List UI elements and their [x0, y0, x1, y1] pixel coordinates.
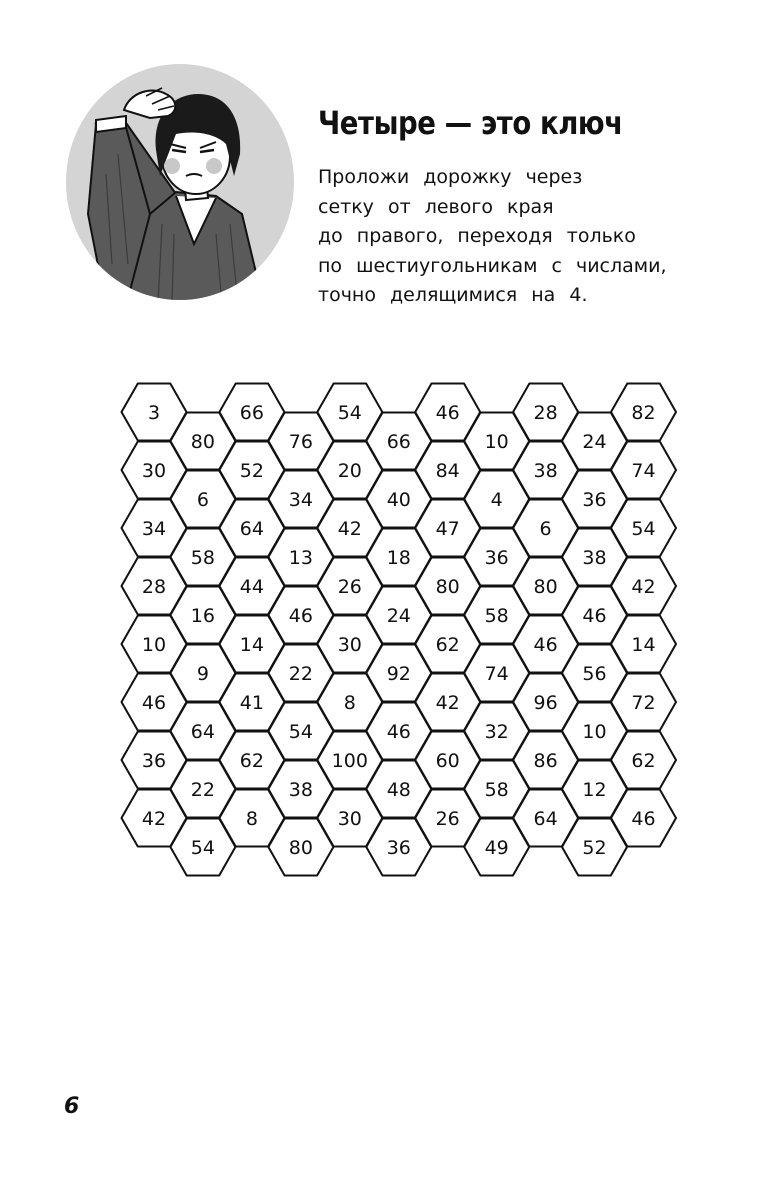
- hex-number: 41: [239, 692, 264, 714]
- hex-number: 46: [288, 605, 313, 627]
- girl-scratching-head-icon: [66, 64, 294, 306]
- hex-number: 8: [343, 692, 356, 714]
- hex-number: 80: [435, 576, 460, 598]
- hex-number: 64: [190, 721, 215, 743]
- hex-number: 26: [337, 576, 362, 598]
- hex-number: 66: [386, 431, 411, 453]
- hex-number: 74: [631, 460, 656, 482]
- hex-number: 46: [533, 634, 558, 656]
- hex-number: 13: [288, 547, 313, 569]
- hex-number: 49: [484, 837, 509, 859]
- instructions-text: [318, 163, 678, 311]
- hex-number: 10: [484, 431, 509, 453]
- hex-number: 6: [196, 489, 209, 511]
- hex-number: 62: [239, 750, 264, 772]
- hex-number: 36: [386, 837, 411, 859]
- hex-number: 92: [386, 663, 411, 685]
- hex-number: 34: [288, 489, 313, 511]
- hex-number: 30: [337, 808, 362, 830]
- hex-number: 34: [141, 518, 167, 540]
- hex-number: 48: [386, 779, 411, 801]
- hex-number: 4: [490, 489, 503, 511]
- hex-number: 96: [533, 692, 558, 714]
- hex-number: 38: [582, 547, 607, 569]
- hex-number: 66: [239, 402, 264, 424]
- hex-number: 18: [386, 547, 411, 569]
- hex-number: 54: [631, 518, 656, 540]
- hex-number: 38: [288, 779, 313, 801]
- page-number: 6: [64, 1094, 80, 1119]
- hex-number: 28: [141, 576, 167, 598]
- hex-number: 6: [539, 518, 552, 540]
- hex-number: 3: [147, 402, 161, 424]
- hex-number: 42: [631, 576, 656, 598]
- hex-number: 22: [190, 779, 215, 801]
- hex-number: 36: [484, 547, 509, 569]
- hex-number: 76: [288, 431, 313, 453]
- hex-number: 56: [582, 663, 607, 685]
- hex-number: 36: [141, 750, 167, 772]
- hex-number: 58: [484, 779, 509, 801]
- hex-number: 8: [245, 808, 258, 830]
- hex-number: 82: [631, 402, 656, 424]
- page-title: Четыре — это ключ: [318, 104, 623, 142]
- hex-number: 26: [435, 808, 460, 830]
- instruction-line: точно делящимися на 4.: [318, 284, 588, 306]
- hex-number: 64: [239, 518, 264, 540]
- instruction-line: Проложи дорожку через: [318, 166, 583, 188]
- hex-number: 40: [386, 489, 411, 511]
- hex-number: 42: [435, 692, 460, 714]
- hex-number: 72: [631, 692, 656, 714]
- hex-number: 42: [141, 808, 167, 830]
- hex-number: 46: [631, 808, 656, 830]
- hex-number: 86: [533, 750, 558, 772]
- hex-number: 24: [582, 431, 607, 453]
- hex-number: 84: [435, 460, 460, 482]
- hex-number: 54: [337, 402, 362, 424]
- hex-number: 52: [239, 460, 264, 482]
- hex-number: 12: [582, 779, 607, 801]
- instruction-line: до правого, переходя только: [318, 225, 636, 247]
- hex-number: 58: [190, 547, 215, 569]
- hex-number: 42: [337, 518, 362, 540]
- hex-number: 20: [337, 460, 362, 482]
- hex-number: 16: [190, 605, 215, 627]
- hex-number: 46: [582, 605, 607, 627]
- hex-number: 60: [435, 750, 460, 772]
- hex-number: 80: [533, 576, 558, 598]
- hex-number: 58: [484, 605, 509, 627]
- instruction-line: по шестиугольникам с числами,: [318, 254, 667, 277]
- hex-number: 14: [239, 634, 264, 656]
- hex-number: 36: [582, 489, 607, 511]
- hex-number: 64: [533, 808, 558, 830]
- hex-number: 80: [190, 431, 215, 453]
- hex-number: 14: [631, 634, 656, 656]
- hex-number: 9: [196, 663, 209, 685]
- hex-number: 47: [435, 518, 460, 540]
- hex-number: 80: [288, 837, 313, 859]
- hex-number: 46: [435, 402, 460, 424]
- hex-number: 22: [288, 663, 313, 685]
- hex-number: 32: [484, 721, 509, 743]
- hex-number: 44: [239, 576, 264, 598]
- hex-number: 38: [533, 460, 558, 482]
- hex-number: 46: [141, 692, 167, 714]
- hex-number: 10: [582, 721, 607, 743]
- hex-number: 24: [386, 605, 411, 627]
- instruction-line: сетку от левого края: [318, 195, 554, 218]
- hex-number: 30: [141, 460, 167, 482]
- hex-number: 52: [582, 837, 607, 859]
- hex-number: 100: [331, 750, 368, 772]
- hex-number: 62: [631, 750, 656, 772]
- hex-number: 10: [141, 634, 167, 656]
- hex-number: 62: [435, 634, 460, 656]
- hex-number: 46: [386, 721, 411, 743]
- hex-number: 28: [533, 402, 558, 424]
- hex-number: 54: [190, 837, 215, 859]
- hex-number: 74: [484, 663, 509, 685]
- hex-number: 30: [337, 634, 362, 656]
- hex-number: 54: [288, 721, 313, 743]
